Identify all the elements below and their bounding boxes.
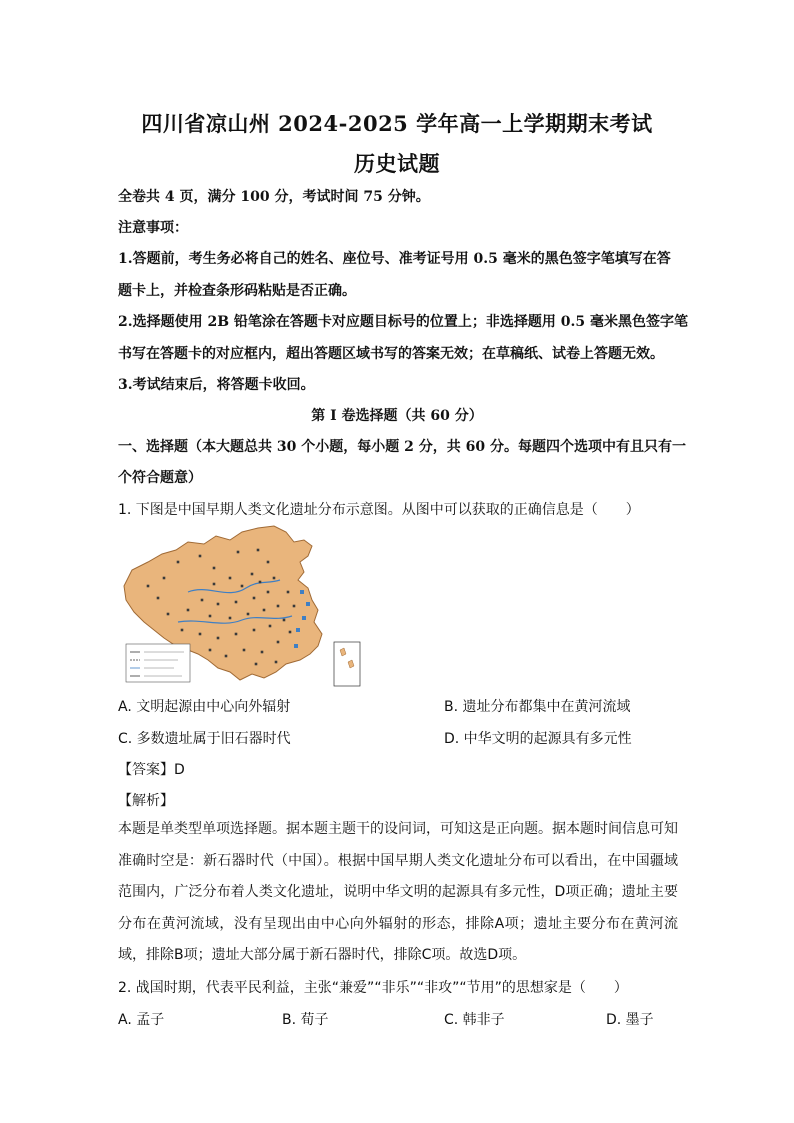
- site-marker: [293, 605, 296, 608]
- site-marker: [277, 605, 280, 608]
- coastal-marker: [296, 628, 300, 632]
- q1-analysis: 本题是单类型单项选择题。据本题主题干的设问词，可知这是正向题。据本题时间信息可知准确时空是：新石器时代（中国）。根据中国早期人类文化遗址分布可以看出，在中国疆域范围内，广泛分布着人类文化遗址，说明中华文明的起源具有多元性，D项正确；遗址主要分布在黄河流域，没有呈现出由中心向外辐射的形态，排除A项；遗址主要分布在黄河流域，排除B项；遗址大部分属于新石器时代，排除C项。故选D项。: [118, 821, 678, 963]
- site-marker: [201, 599, 204, 602]
- notes-title: 注意事项：: [118, 220, 188, 236]
- q1-option-a: A. 文明起源由中心向外辐射: [118, 699, 291, 715]
- section-instruction-line-1: 一、选择题（本大题总共 30 个小题，每小题 2 分，共 60 分。每题四个选项中有且只有一: [118, 439, 686, 455]
- site-marker: [257, 549, 260, 552]
- site-marker: [237, 551, 240, 554]
- site-marker: [157, 597, 160, 600]
- site-marker: [229, 577, 232, 580]
- page-title: 四川省凉山州 2024-2025 学年高一上学期期末考试: [141, 111, 653, 136]
- site-marker: [253, 597, 256, 600]
- coastal-marker: [306, 602, 310, 606]
- site-marker: [261, 651, 264, 654]
- site-marker: [247, 613, 250, 616]
- note-3: 3.考试结束后，将答题卡收回。: [118, 377, 315, 393]
- site-marker: [287, 591, 290, 594]
- q2-option-d: D. 墨子: [606, 1012, 654, 1028]
- site-marker: [253, 629, 256, 632]
- site-marker: [217, 637, 220, 640]
- site-marker: [289, 631, 292, 634]
- site-marker: [177, 561, 180, 564]
- coastal-marker: [300, 590, 304, 594]
- site-marker: [267, 591, 270, 594]
- site-marker: [277, 641, 280, 644]
- coastal-marker: [302, 616, 306, 620]
- site-marker: [235, 633, 238, 636]
- site-marker: [209, 615, 212, 618]
- coastal-marker: [294, 644, 298, 648]
- site-marker: [217, 603, 220, 606]
- china-sites-map: [118, 522, 363, 690]
- site-marker: [241, 585, 244, 588]
- site-marker: [255, 663, 258, 666]
- note-2-line-1: 2.选择题使用 2B 铅笔涂在答题卡对应题目标号的位置上；非选择题用 0.5 毫米黑色签字笔: [118, 314, 689, 330]
- site-marker: [229, 617, 232, 620]
- site-marker: [181, 629, 184, 632]
- site-marker: [163, 577, 166, 580]
- section-instruction-line-2: 个符合题意）: [118, 470, 202, 486]
- note-2-line-2: 书写在答题卡的对应框内，超出答题区域书写的答案无效；在草稿纸、试卷上答题无效。: [118, 346, 664, 362]
- site-marker: [213, 567, 216, 570]
- site-marker: [147, 585, 150, 588]
- section-heading: 第 I 卷选择题（共 60 分）: [311, 408, 483, 424]
- q1-answer: 【答案】D: [118, 762, 185, 778]
- site-marker: [199, 633, 202, 636]
- south-sea-inset: [334, 642, 360, 686]
- site-marker: [259, 581, 262, 584]
- q1-analysis-title: 【解析】: [118, 793, 174, 809]
- note-1-line-2: 题卡上，并检查条形码粘贴是否正确。: [118, 283, 356, 299]
- site-marker: [283, 619, 286, 622]
- q1-option-d: D. 中华文明的起源具有多元性: [444, 731, 632, 747]
- site-marker: [273, 577, 276, 580]
- site-marker: [225, 655, 228, 658]
- site-marker: [263, 609, 266, 612]
- q2-option-a: A. 孟子: [118, 1012, 165, 1028]
- site-marker: [235, 601, 238, 604]
- q1-option-c: C. 多数遗址属于旧石器时代: [118, 731, 291, 747]
- site-marker: [209, 649, 212, 652]
- page-subtitle: 历史试题: [354, 151, 440, 176]
- site-marker: [167, 613, 170, 616]
- exam-summary: 全卷共 4 页，满分 100 分，考试时间 75 分钟。: [118, 189, 430, 205]
- site-marker: [199, 555, 202, 558]
- q2-option-b: B. 荀子: [282, 1012, 329, 1028]
- site-marker: [269, 625, 272, 628]
- site-marker: [275, 661, 278, 664]
- q2-option-c: C. 韩非子: [444, 1012, 505, 1028]
- site-marker: [243, 649, 246, 652]
- site-marker: [251, 573, 254, 576]
- site-marker: [267, 561, 270, 564]
- site-marker: [187, 609, 190, 612]
- question-2-stem: 2. 战国时期，代表平民利益，主张“兼爱”“非乐”“非攻”“节用”的思想家是（ ）: [118, 980, 628, 996]
- site-marker: [213, 583, 216, 586]
- note-1-line-1: 1.答题前，考生务必将自己的姓名、座位号、准考证号用 0.5 毫米的黑色签字笔填写在答: [118, 251, 671, 267]
- question-1-stem: 1. 下图是中国早期人类文化遗址分布示意图。从图中可以获取的正确信息是（ ）: [118, 502, 640, 518]
- q1-option-b: B. 遗址分布都集中在黄河流域: [444, 699, 631, 715]
